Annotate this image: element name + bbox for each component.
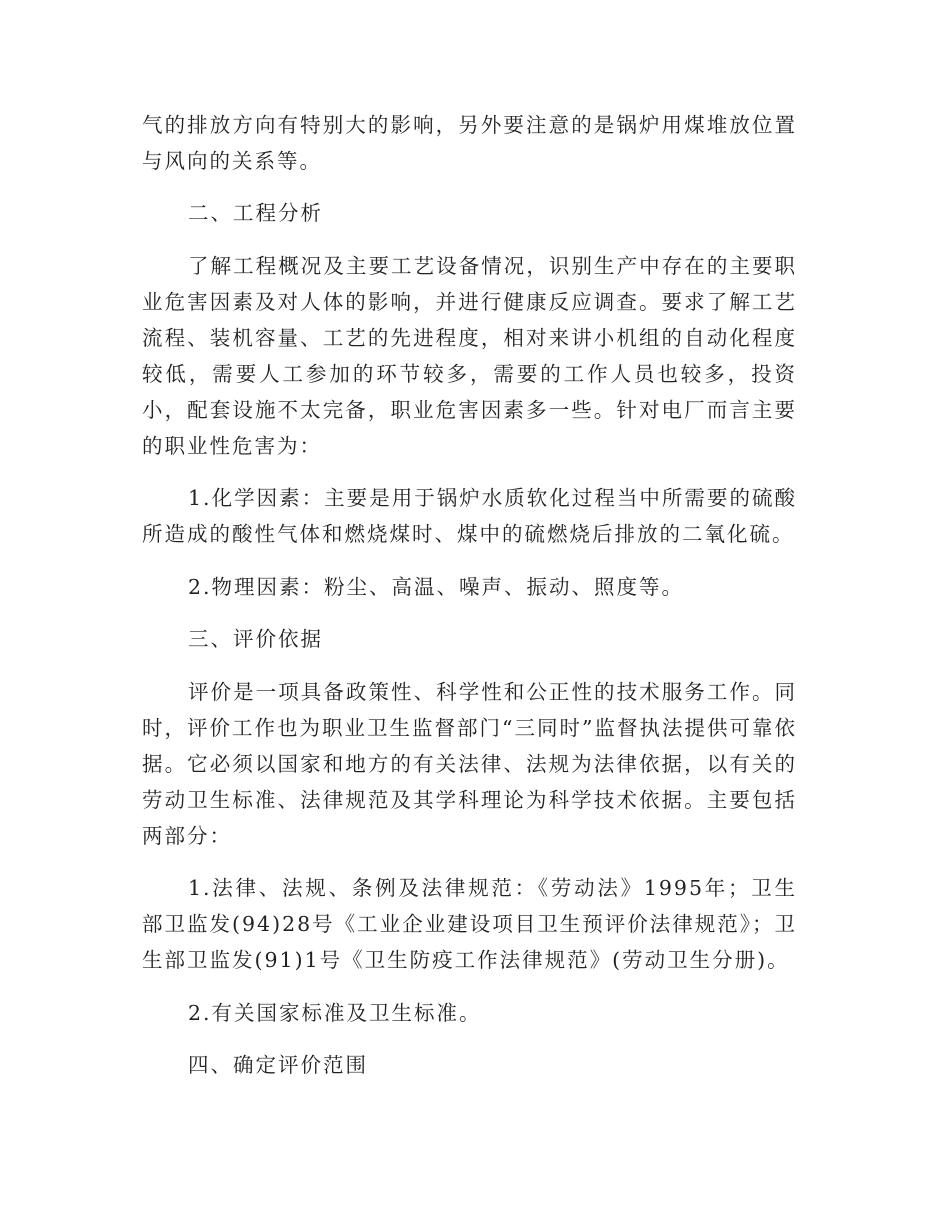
section-heading-evaluation-scope: 四、确定评价范围 [188, 1053, 368, 1077]
list-item-chemical-factors: 1.化学因素：主要是用于锅炉水质软化过程当中所需要的硫酸所造成的酸性气体和燃烧煤时、煤中的硫燃烧后排放的二氧化硫。 [142, 486, 797, 546]
list-item-laws-regulations: 1.法律、法规、条例及法律规范：《劳动法》1995年；卫生部卫监发(94)28号《工业企业建设项目卫生预评价法律规范》；卫生部卫监发(91)1号《卫生防疫工作法律规范》(劳动卫生分册)。 [142, 876, 797, 972]
paragraph-continued: 气的排放方向有特别大的影响，另外要注意的是锅炉用煤堆放位置与风向的关系等。 [142, 113, 797, 173]
section-heading-evaluation-basis: 三、评价依据 [188, 627, 323, 651]
paragraph-evaluation-basis: 评价是一项具备政策性、科学性和公正性的技术服务工作。同时，评价工作也为职业卫生监督部门“三同时”监督执法提供可靠依据。它必须以国家和地方的有关法律、法规为法律依据，以有关的劳动卫生标准、法律规范及其学科理论为科学技术依据。主要包括两部分： [142, 680, 797, 848]
document-body [142, 107, 797, 1083]
list-item-standards: 2.有关国家标准及卫生标准。 [188, 1001, 482, 1025]
section-heading-engineering-analysis: 二、工程分析 [188, 201, 323, 225]
paragraph-engineering-analysis: 了解工程概况及主要工艺设备情况，识别生产中存在的主要职业危害因素及对人体的影响，并进行健康反应调查。要求了解工艺流程、装机容量、工艺的先进程度，相对来讲小机组的自动化程度较低，需要人工参加的环节较多，需要的工作人员也较多，投资小，配套设施不太完备，职业危害因素多一些。针对电厂而言主要的职业性危害为： [142, 254, 797, 458]
list-item-physical-factors: 2.物理因素：粉尘、高温、噪声、振动、照度等。 [188, 575, 685, 599]
